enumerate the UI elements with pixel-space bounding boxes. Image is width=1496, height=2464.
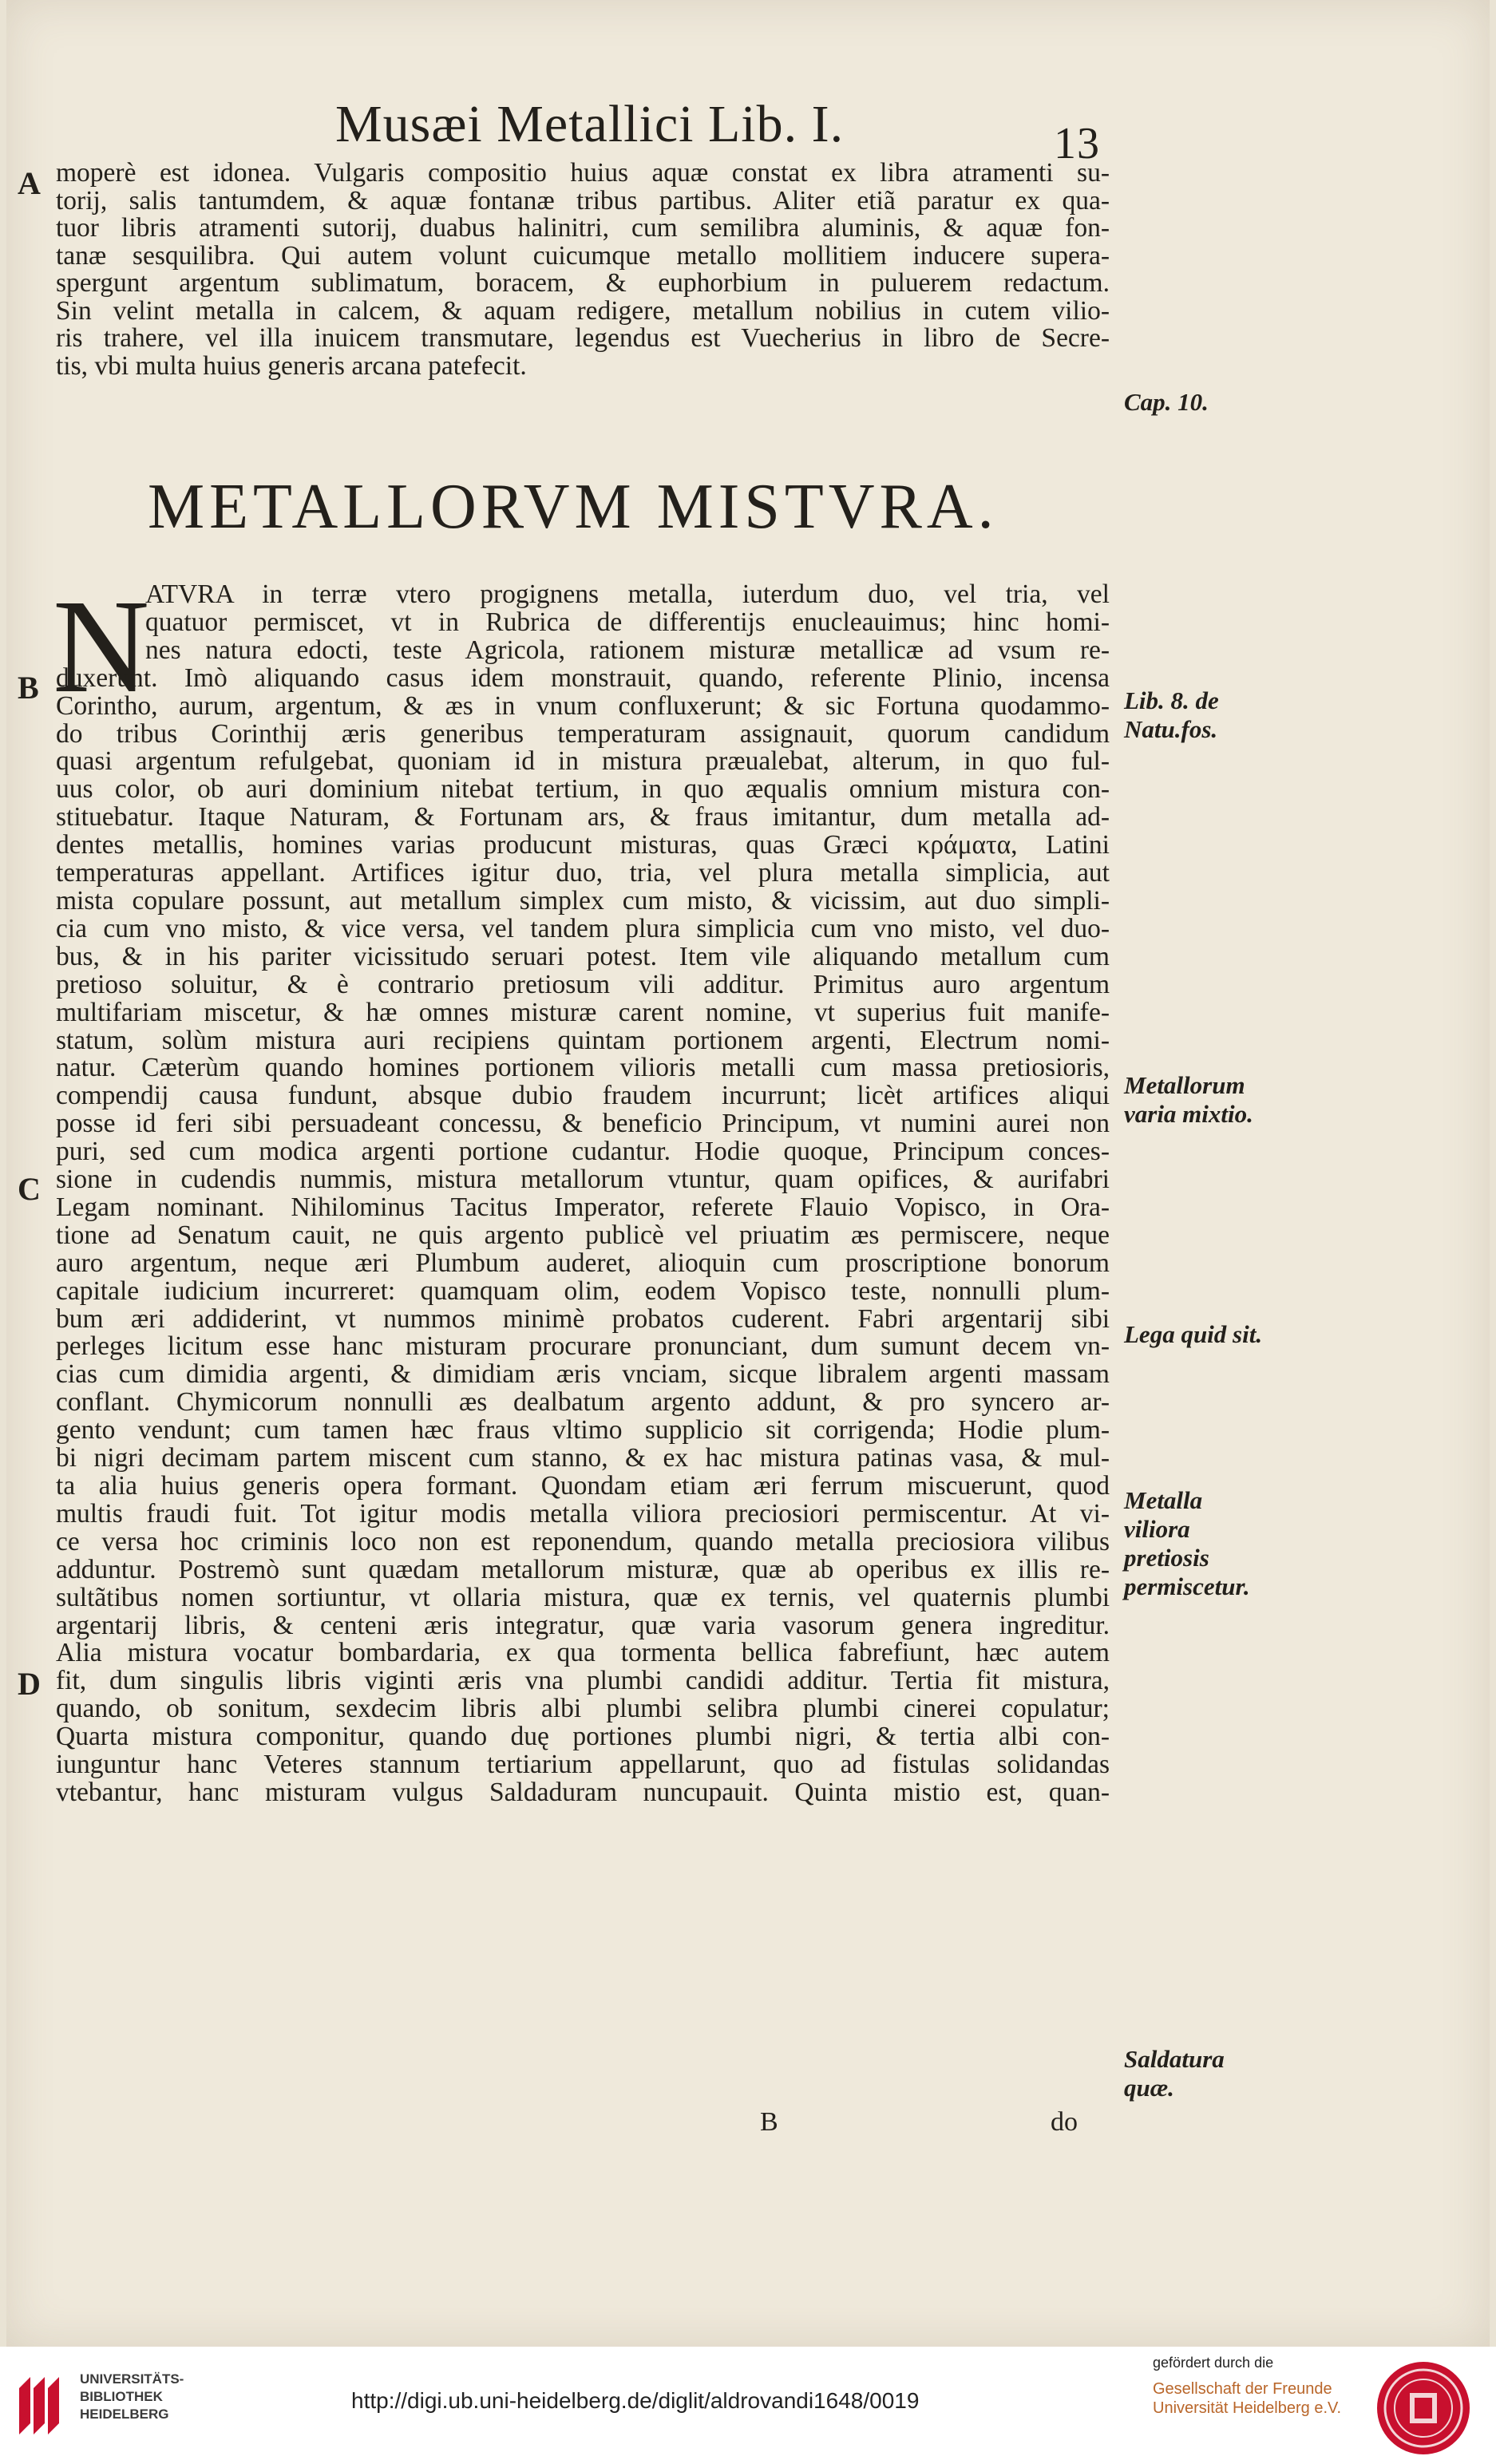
text-line: tanæ sesquilibra. Qui autem volunt cuicumque metallo mollitiem inducere supera- (56, 242, 1110, 270)
running-head-title: Musæi Metallici Lib. I. (335, 95, 845, 153)
text-line: sione in cudendis nummis, mistura metallorum vtuntur, quam opifices, & aurifabri (56, 1166, 1110, 1194)
text-line: tuor libris atramenti sutorij, duabus halinitri, cum semilibra aluminis, & aquæ fon- (56, 215, 1110, 243)
margin-note-cap: Cap. 10. (1124, 388, 1209, 416)
text-line: adduntur. Postremò sunt quædam metallorum misturæ, quæ ab operibus ex illis re- (56, 1556, 1110, 1584)
text-line: temperaturas appellant. Artifices igitur duo, tria, vel plura metalla simplicia, aut (56, 860, 1110, 888)
text-line: nes natura edocti, teste Agricola, rationem misturæ metallicæ ad vsum re- (145, 636, 1110, 665)
text-line: Sin velint metalla in calcem, & aquam redigere, metallum nobilius in cutem vilio- (56, 297, 1110, 325)
library-logo[interactable] (14, 2364, 184, 2444)
viewer-footer (0, 2347, 1496, 2464)
text-line: iunguntur hanc Veteres stannum tertiarium appellarunt, quo ad fistulas solidandas (56, 1751, 1110, 1779)
text-line: cia cum vno misto, & vice versa, vel tandem plura simplicia cum vno misto, vel duo- (56, 915, 1110, 943)
section-title: METALLORVM MISTVRA. (148, 472, 999, 542)
paragraph-2 (56, 581, 1110, 1807)
text-line: Corintho, aurum, argentum, & æs in vnum confluxerunt; & sic Fortuna quodammo- (56, 692, 1110, 721)
text-line: compendij causa fundunt, absque dubio fraudem incurrunt; licèt artifices aliqui (56, 1082, 1110, 1111)
text-line: multis fraudi fuit. Tot igitur modis metalla viliora preciosiori permiscentur. At vi- (56, 1500, 1110, 1529)
library-name (80, 2371, 184, 2423)
text-line: ta alia huius generis opera formant. Quondam etiam æri ferrum miscuerunt, quod (56, 1473, 1110, 1501)
text-line: vtebantur, hanc misturam vulgus Saldaduram nuncupauit. Quinta mistio est, quan- (56, 1778, 1110, 1807)
text-line: auro argentum, neque æri Plumbum auderet, alioquin cum proscriptione bonorum (56, 1249, 1110, 1278)
text-line: cias cum dimidia argenti, & dimidiam æris vnciam, sicque libralem argenti massam (56, 1361, 1110, 1390)
margin-letter-d: D (18, 1666, 41, 1702)
text-line: Alia mistura vocatur bombardaria, ex qua tormenta bellica fabrefiunt, hæc autem (56, 1639, 1110, 1668)
text-line: ATVRA in terræ vtero progignens metalla, iuterdum duo, vel tria, vel (145, 581, 1110, 609)
margin-letter-a: A (18, 165, 41, 201)
margin-note-lega: Lega quid sit. (1124, 1320, 1263, 1348)
text-line: tis, vbi multa huius generis arcana patefecit. (56, 352, 527, 380)
text-line: bi nigri decimam partem miscent cum stanno, & ex hac mistura patinas vasa, & mul- (56, 1445, 1110, 1473)
text-line: do tribus Corinthij æris generibus temperaturam assignauit, quorum candidum (56, 720, 1110, 749)
text-line: capitale iudicium incurreret: quamquam olim, eodem Vopisco teste, nonnulli plum- (56, 1277, 1110, 1306)
text-line: stituebatur. Itaque Naturam, & Fortunam ars, & fraus imitantur, dum metalla ad- (56, 804, 1110, 833)
text-line: dentes metallis, homines varias producunt misturas, quas Græci κράματα, Latini (56, 832, 1110, 860)
text-line: quatuor permiscet, vt in Rubrica de differentijs enucleauimus; hinc homi- (145, 608, 1110, 637)
text-line: duxerunt. Imò aliquando casus idem monstrauit, quando, referente Plinio, incensa (56, 664, 1110, 693)
text-line: gento vendunt; cum tamen hæc fraus vltimo supplicio sit corrigenda; Hodie plum- (56, 1417, 1110, 1446)
text-line: Quarta mistura componitur, quando duę portiones plumbi nigri, & tertia albi con- (56, 1723, 1110, 1752)
funded-by-label: gefördert durch die (1153, 2355, 1274, 2371)
margin-note-saldatura: Saldatura quæ. (1124, 2045, 1225, 2102)
text-line: fit, dum singulis libris viginti æris vna plumbi candidi additur. Tertia fit mistura, (56, 1667, 1110, 1696)
text-line: spergunt argentum sublimatum, boracem, & euphorbium in puluerem redactum. (56, 270, 1110, 298)
text-line: quasi argentum refulgebat, quoniam id in mistura præualebat, alterum, in quo ful- (56, 748, 1110, 777)
sponsor-name[interactable]: Gesellschaft der Freunde Universität Heidelberg e.V. (1153, 2380, 1342, 2417)
text-line: pretioso soluitur, & è contrario pretiosum vili additur. Primitus auro argentum (56, 971, 1110, 999)
margin-letter-b: B (18, 670, 39, 706)
signature-mark: B (760, 2107, 778, 2137)
text-line: moperè est idonea. Vulgaris compositio huius aquæ constat ex libra atramenti su- (56, 160, 1110, 188)
text-line: posse id feri sibi persuadeant concessu, & beneficio Principum, vt numini aurei non (56, 1110, 1110, 1139)
running-head (335, 94, 1213, 166)
text-line: bus, & in his pariter vicissitudo seruari potest. Item vile aliquando metallum cum (56, 943, 1110, 971)
text-line: quando, ob sonitum, sexdecim libris albi plumbi selibra plumbi cinerei copulatur; (56, 1695, 1110, 1724)
paragraph-1 (56, 160, 1110, 380)
text-line: perleges licitum esse hanc misturam procurare pronunciant, dum sumunt decem vn- (56, 1333, 1110, 1362)
page-url-link[interactable]: http://digi.ub.uni-heidelberg.de/diglit/aldrovandi1648/0019 (351, 2388, 920, 2413)
text-line: puri, sed cum modica argenti portione cudantur. Hodie quoque, Principum conces- (56, 1138, 1110, 1167)
margin-letter-c: C (18, 1171, 41, 1207)
sponsor-block (1153, 2355, 1392, 2418)
text-line: torij, salis tantumdem, & aquæ fontanæ tribus partibus. Aliter etiã paratur ex qua- (56, 187, 1110, 215)
text-line: argentarij libris, & centeni æris integratur, quæ varia vasorum genera ingreditur. (56, 1612, 1110, 1640)
text-line: bum æri addiderint, vt nummos minimè probatos cuderent. Fabri argentarij sibi (56, 1305, 1110, 1334)
margin-note-metallorum: Metallorum varia mixtio. (1124, 1071, 1253, 1128)
text-line: Legam nominant. Nihilominus Tacitus Imperator, referete Flauio Vopisco, in Ora- (56, 1193, 1110, 1222)
text-line: sultãtibus nomen sortiuntur, vt ollaria mistura, quæ ex ternis, vel quaternis plumbi (56, 1584, 1110, 1612)
text-line: multifariam miscetur, & hæ omnes misturæ carent nomine, vt superius fuit manife- (56, 999, 1110, 1027)
university-seal-icon (1375, 2359, 1472, 2457)
text-line: natur. Cæterùm quando homines portionem vilioris metalli cum massa pretiosioris, (56, 1054, 1110, 1083)
text-line: statum, solùm mistura auri recipiens quintam portionem argenti, Electrum nomi- (56, 1026, 1110, 1055)
text-line: ris trahere, vel illa inuicem transmutare, legendus est Vuecherius in libro de Secre- (56, 325, 1110, 353)
margin-note-metalla: Metalla viliora pretiosis permiscetur. (1124, 1486, 1250, 1600)
drop-cap: N (53, 572, 150, 721)
margin-note-lib: Lib. 8. de Natu.fos. (1124, 686, 1219, 743)
library-emblem-icon (14, 2371, 64, 2436)
text-line: uus color, ob auri dominium nitebat tertium, in quo æqualis omnium mistura con- (56, 776, 1110, 805)
text-line: tione ad Senatum cauit, ne quis argento publicè vel priuatim æs permiscere, neque (56, 1221, 1110, 1250)
text-line: conflant. Chymicorum nonnulli æs dealbatum argento addunt, & pro syncero ar- (56, 1389, 1110, 1418)
text-line: ce versa hoc criminis loco non est reponendum, quando metalla preciosiora vilibus (56, 1528, 1110, 1556)
library-name-text: UNIVERSITÄTS- BIBLIOTHEK HEIDELBERG (80, 2371, 184, 2422)
text-line: mista copulare possunt, aut metallum simplex cum misto, & vicissim, aut duo simpli- (56, 887, 1110, 916)
page-number: 13 (1054, 119, 1100, 168)
catchword: do (1051, 2107, 1078, 2137)
